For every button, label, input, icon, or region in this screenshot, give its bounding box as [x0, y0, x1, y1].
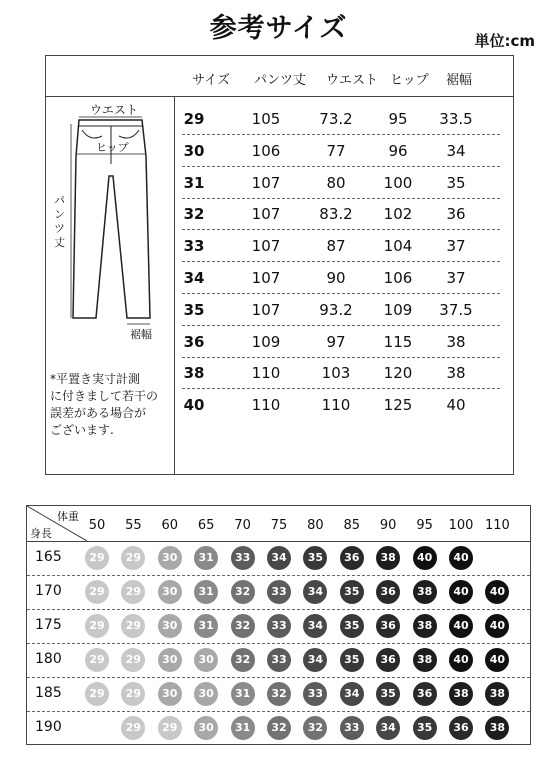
size-table-header [46, 56, 513, 97]
size-badge: 38 [376, 546, 400, 570]
table-row [27, 643, 530, 678]
table-cell: 107 [251, 237, 281, 256]
size-badge: 29 [121, 648, 145, 672]
size-badge: 31 [231, 682, 255, 706]
size-badge: 33 [267, 648, 291, 672]
size-badge: 36 [376, 648, 400, 672]
size-badge: 29 [121, 614, 145, 638]
table-cell: 40 [446, 396, 466, 415]
weight-header-cell: 85 [343, 518, 361, 533]
size-badge: 40 [413, 546, 437, 570]
hem-label: 裾幅 [130, 328, 152, 341]
table-row [27, 677, 530, 712]
size-badge: 29 [85, 580, 109, 604]
table-cell: 36 [183, 332, 205, 351]
size-badge: 31 [194, 614, 218, 638]
table-cell: 115 [383, 332, 413, 351]
size-badge: 36 [376, 580, 400, 604]
measurement-note [50, 371, 180, 439]
table-cell: 31 [183, 173, 205, 192]
table-cell: 29 [183, 110, 205, 128]
table-cell: 33 [183, 237, 205, 256]
size-badge: 32 [267, 682, 291, 706]
table-cell: 38 [183, 364, 205, 383]
pants-diagram-panel [46, 96, 175, 474]
size-badge: 38 [449, 682, 473, 706]
table-cell: 110 [321, 396, 351, 415]
size-badge: 29 [121, 716, 145, 740]
table-cell: 40 [183, 396, 205, 415]
weight-header-cell: 70 [234, 518, 251, 533]
table-row [182, 198, 500, 230]
table-cell: 109 [251, 332, 281, 351]
weight-corner-label: 体重 [57, 510, 79, 523]
size-badge: 38 [485, 682, 509, 706]
table-cell: 32 [183, 205, 205, 224]
height-value: 180 [35, 651, 62, 667]
table-cell: 97 [326, 332, 346, 351]
table-cell: 80 [326, 173, 346, 192]
table-cell: 37.5 [439, 300, 473, 319]
size-badge: 35 [376, 682, 400, 706]
size-badge: 30 [158, 614, 182, 638]
header-hip: ヒップ [390, 73, 429, 88]
size-badge: 40 [485, 580, 509, 604]
table-cell: 104 [383, 237, 413, 256]
table-cell: 83.2 [319, 205, 353, 224]
size-badge: 33 [231, 546, 255, 570]
size-badge: 35 [340, 614, 364, 638]
table-cell: 90 [326, 269, 346, 287]
waist-label: ウエスト [90, 103, 139, 117]
weight-header-cell: 95 [416, 518, 433, 533]
weight-header-cell: 75 [270, 518, 288, 533]
weight-header-cell: 100 [448, 518, 474, 533]
table-cell: 110 [251, 364, 281, 383]
size-badge: 40 [449, 614, 473, 638]
table-cell: 120 [383, 364, 413, 383]
table-cell: 36 [446, 205, 466, 224]
table-row [27, 541, 530, 576]
table-row [182, 262, 500, 294]
table-cell: 106 [251, 141, 281, 160]
height-corner-label: 身長 [30, 527, 52, 540]
size-badge: 30 [194, 648, 218, 672]
table-row [27, 609, 530, 644]
table-cell: 107 [251, 205, 281, 224]
height-value: 190 [35, 719, 62, 735]
weight-height-table [26, 505, 531, 745]
table-cell: 103 [321, 364, 351, 383]
size-badge: 30 [158, 546, 182, 570]
length-label: パンツ丈 [54, 194, 65, 249]
size-badge: 32 [231, 648, 255, 672]
table-cell: 33.5 [439, 110, 473, 128]
size-badge: 40 [449, 580, 473, 604]
size-badge: 40 [485, 614, 509, 638]
size-badge: 36 [340, 546, 364, 570]
size-badge: 33 [303, 682, 327, 706]
table-cell: 125 [383, 396, 413, 415]
note-line: 誤差がある場合が [50, 406, 147, 420]
table-cell: 100 [383, 173, 413, 192]
size-badge: 30 [158, 682, 182, 706]
header-length: パンツ丈 [254, 73, 307, 88]
table-cell: 37 [446, 237, 466, 256]
size-badge: 38 [413, 580, 437, 604]
size-badge: 31 [231, 716, 255, 740]
table-cell: 96 [388, 141, 408, 160]
size-badge: 38 [485, 716, 509, 740]
size-badge: 35 [340, 648, 364, 672]
table-corner [27, 506, 87, 541]
table-row [182, 230, 500, 262]
size-badge: 35 [413, 716, 437, 740]
size-badge: 31 [194, 580, 218, 604]
size-badge: 40 [449, 546, 473, 570]
table-cell: 95 [388, 110, 408, 128]
size-badge: 32 [303, 716, 327, 740]
size-badge: 33 [267, 614, 291, 638]
size-badge: 29 [121, 580, 145, 604]
size-badge: 33 [267, 580, 291, 604]
size-badge: 35 [303, 546, 327, 570]
table-cell: 102 [383, 205, 413, 224]
weight-header-cell: 60 [161, 518, 179, 533]
size-badge: 29 [121, 682, 145, 706]
table-row [27, 711, 530, 745]
size-badge: 29 [85, 682, 109, 706]
size-badge: 29 [158, 716, 182, 740]
size-badge: 40 [485, 648, 509, 672]
size-badge: 30 [194, 682, 218, 706]
table-row [182, 103, 500, 135]
size-badge: 31 [194, 546, 218, 570]
table-cell: 109 [383, 300, 413, 319]
height-value: 165 [35, 549, 62, 565]
weight-header-cell: 55 [125, 518, 142, 533]
table-cell: 107 [251, 300, 281, 319]
unit-label: 単位:cm [474, 32, 535, 50]
height-value: 175 [35, 617, 62, 633]
table-row [182, 389, 500, 420]
weight-header-cell: 65 [197, 518, 215, 533]
table-row [182, 167, 500, 199]
size-badge: 35 [340, 580, 364, 604]
size-badge: 36 [449, 716, 473, 740]
size-badge: 34 [303, 648, 327, 672]
table-cell: 34 [183, 269, 205, 287]
weight-header-cell: 90 [379, 518, 397, 533]
weight-header-cell: 80 [307, 518, 324, 533]
table-row [182, 135, 500, 167]
size-badge: 30 [194, 716, 218, 740]
page-title: 参考サイズ [209, 13, 348, 44]
header-size: サイズ [192, 73, 230, 88]
table-row [182, 357, 500, 389]
weight-header-cell: 110 [484, 518, 510, 533]
table-row [182, 294, 500, 326]
table-cell: 106 [383, 269, 413, 287]
size-badge: 40 [449, 648, 473, 672]
table-cell: 38 [446, 332, 466, 351]
size-badge: 29 [121, 546, 145, 570]
size-badge: 34 [340, 682, 364, 706]
header-waist: ウエスト [326, 73, 379, 88]
table-row [182, 326, 500, 358]
table-cell: 93.2 [319, 300, 353, 319]
table-cell: 77 [326, 141, 346, 160]
size-badge: 29 [85, 648, 109, 672]
table-cell: 107 [251, 269, 281, 287]
table-cell: 107 [251, 173, 281, 192]
size-badge: 34 [376, 716, 400, 740]
size-badge: 32 [267, 716, 291, 740]
table-cell: 105 [251, 110, 281, 128]
size-badge: 32 [231, 580, 255, 604]
size-badge: 32 [231, 614, 255, 638]
size-table [45, 55, 514, 475]
table-cell: 38 [446, 364, 466, 383]
size-badge: 36 [376, 614, 400, 638]
size-badge: 29 [85, 546, 109, 570]
size-badge: 30 [158, 580, 182, 604]
size-badge: 30 [158, 648, 182, 672]
table-cell: 87 [326, 237, 346, 256]
note-line: に付きまして若干の [50, 389, 159, 403]
table-cell: 73.2 [319, 110, 353, 128]
weight-table-header [27, 506, 530, 542]
height-value: 170 [35, 583, 62, 599]
table-cell: 35 [446, 173, 466, 192]
table-cell: 110 [251, 396, 281, 415]
note-line: ございます. [50, 423, 114, 437]
table-cell: 37 [446, 269, 466, 287]
table-cell: 34 [446, 141, 466, 160]
size-badge: 38 [413, 614, 437, 638]
height-value: 185 [35, 685, 62, 701]
table-cell: 30 [183, 141, 205, 160]
table-row [27, 575, 530, 610]
weight-header-cell: 50 [88, 518, 106, 533]
size-badge: 29 [85, 614, 109, 638]
size-badge: 33 [340, 716, 364, 740]
size-badge: 36 [413, 682, 437, 706]
note-line: *平置き実寸計測 [50, 372, 141, 386]
size-badge: 34 [267, 546, 291, 570]
table-cell: 35 [183, 300, 205, 319]
header-hem: 裾幅 [446, 73, 473, 88]
size-badge: 38 [413, 648, 437, 672]
hip-label: ヒップ [96, 141, 129, 154]
size-badge: 34 [303, 580, 327, 604]
size-badge: 34 [303, 614, 327, 638]
